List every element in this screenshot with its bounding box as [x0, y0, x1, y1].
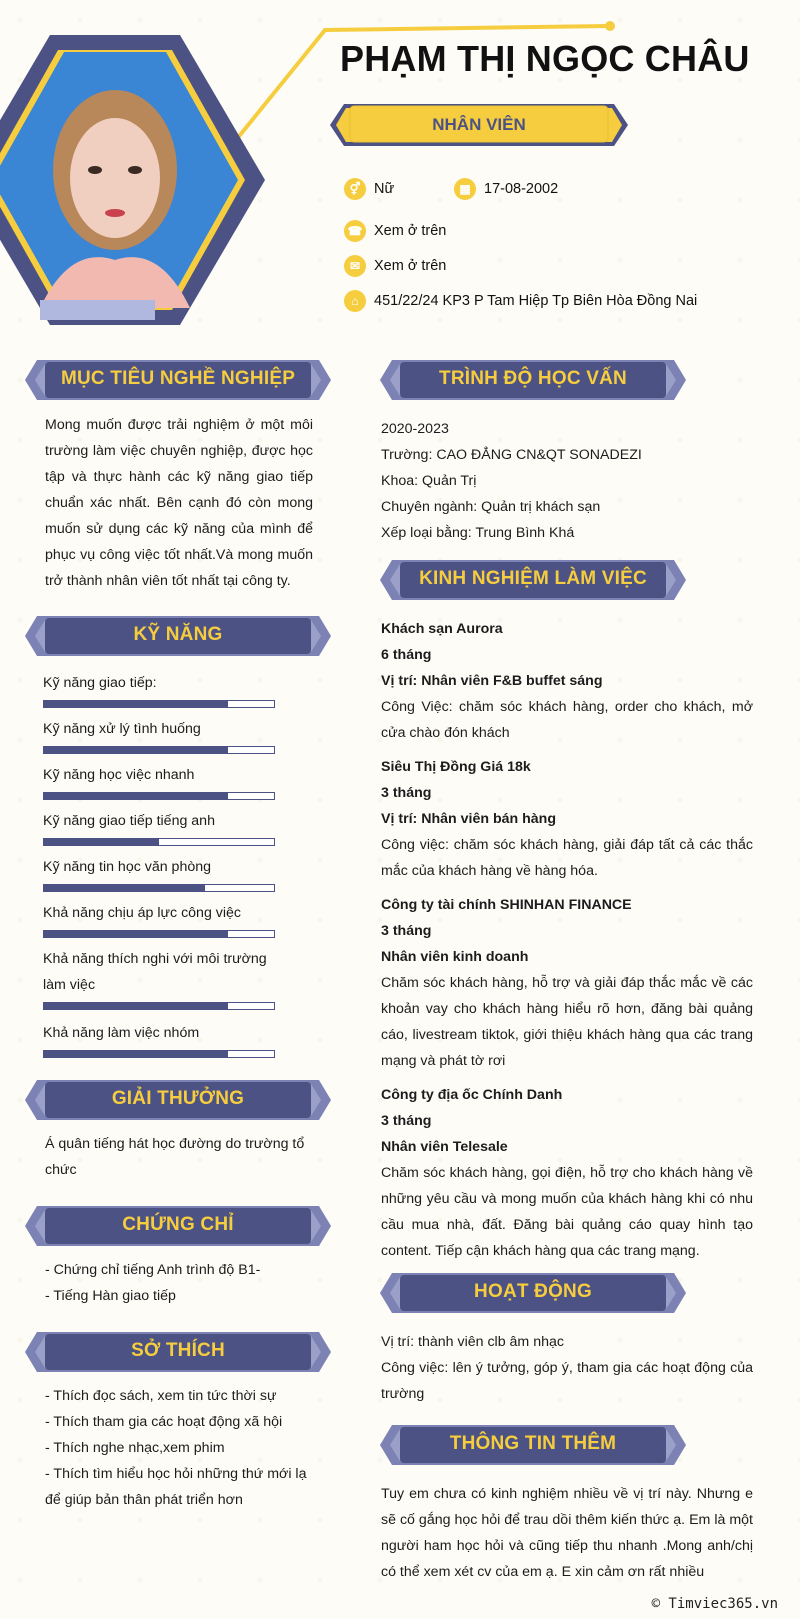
section-banner-certificates [25, 1204, 331, 1248]
experience-company: Siêu Thị Đồng Giá 18k [381, 759, 531, 775]
experience-duration: 6 tháng [381, 647, 432, 663]
dob-row [454, 178, 558, 200]
experience-item [381, 754, 753, 884]
education-rank: Xếp loại bằng: Trung Bình Khá [381, 525, 575, 541]
activity-work: Công việc: lên ý tưởng, góp ý, tham gia các hoạt động của trường [381, 1360, 753, 1402]
experience-item [381, 892, 753, 1074]
objective-text: Mong muốn được trải nghiệm ở một môi trường làm việc chuyên nghiệp, được học tập và thực hành các kỹ năng giao tiếp chuẩn xác nhất. Bên cạnh đó còn mong muốn sử dụng các kỹ năng của mình để phục vụ công việc tốt nhất.Và mong muốn trở thành nhân viên tốt nhất tại công ty. [45, 417, 313, 589]
skill-bar-fill [44, 747, 228, 753]
gender-icon: ⚥ [344, 178, 366, 200]
skill-label: Khả năng chịu áp lực công việc [43, 905, 242, 921]
email-icon: ✉ [344, 255, 366, 277]
hobby-item: - Thích nghe nhạc,xem phim [45, 1440, 225, 1456]
skill-bar [43, 1050, 275, 1058]
footer-watermark: © Timviec365.vn [651, 1596, 778, 1612]
skill-bar [43, 930, 275, 938]
hobby-item: - Thích tìm hiểu học hỏi những thứ mới lạ để giúp bản thân phát triển hơn [45, 1466, 307, 1508]
section-banner-skills [25, 614, 331, 658]
section-banner-awards [25, 1078, 331, 1122]
email-value: Xem ở trên [374, 258, 447, 274]
hobby-item: - Thích tham gia các hoạt động xã hội [45, 1414, 283, 1430]
skill-label: Khả năng thích nghi với môi trường làm việc [43, 951, 267, 993]
skill-bar-fill [44, 701, 228, 707]
awards-text: Á quân tiếng hát học đường do trường tổ chức [45, 1136, 305, 1178]
role-title: NHÂN VIÊN [432, 115, 526, 134]
certificate-item: - Tiếng Hàn giao tiếp [45, 1288, 176, 1304]
gender-value: Nữ [374, 181, 395, 197]
education-details [381, 416, 753, 546]
extra-title: THÔNG TIN THÊM [449, 1433, 617, 1454]
hobby-item: - Thích đọc sách, xem tin tức thời sự [45, 1388, 277, 1404]
calendar-icon: ▦ [454, 178, 476, 200]
certificates-list [45, 1257, 313, 1309]
skill-bar-fill [44, 839, 159, 845]
experience-item [381, 1082, 753, 1264]
education-faculty: Khoa: Quản Trị [381, 473, 477, 489]
skills-title: KỸ NĂNG [133, 624, 223, 645]
experience-company: Công ty tài chính SHINHAN FINANCE [381, 897, 632, 913]
skill-bar-fill [44, 1003, 228, 1009]
experience-position: Vị trí: Nhân viên bán hàng [381, 811, 556, 827]
skill-label: Kỹ năng xử lý tình huống [43, 721, 201, 737]
experience-position: Vị trí: Nhân viên F&B buffet sáng [381, 673, 603, 689]
phone-icon: ☎ [344, 220, 366, 242]
experience-title: KINH NGHIỆM LÀM VIỆC [419, 568, 647, 589]
skill-bar [43, 838, 275, 846]
phone-value: Xem ở trên [374, 223, 447, 239]
experience-list [381, 616, 753, 1264]
role-banner [330, 98, 628, 152]
home-icon: ⌂ [344, 290, 366, 312]
objective-title: MỤC TIÊU NGHỀ NGHIỆP [60, 368, 296, 389]
experience-company: Công ty địa ốc Chính Danh [381, 1087, 563, 1103]
address-value: 451/22/24 KP3 P Tam Hiệp Tp Biên Hòa Đồng Nai [374, 293, 698, 309]
education-major: Chuyên ngành: Quản trị khách sạn [381, 499, 601, 515]
section-banner-hobbies [25, 1330, 331, 1374]
phone-row [344, 220, 446, 242]
section-banner-extra [380, 1423, 686, 1467]
section-banner-activities [380, 1271, 686, 1315]
skill-bar-fill [44, 885, 205, 891]
hobbies-title: SỞ THÍCH [131, 1340, 225, 1361]
experience-desc: Công việc: chăm sóc khách hàng, giải đáp tất cả các thắc mắc của khách hàng về hàng hóa. [381, 837, 753, 879]
activities-title: HOẠT ĐỘNG [474, 1281, 592, 1302]
candidate-name: PHẠM THỊ NGỌC CHÂU [340, 38, 750, 79]
skill-bar [43, 1002, 275, 1010]
experience-desc: Chăm sóc khách hàng, hỗ trợ và giải đáp thắc mắc về các khoản vay cho khách hàng hiểu rõ hơn, đăng bài quảng cáo, livestream tiktok, giới thiệu khách hàng qua các trang mạng và phát tờ rơi [381, 975, 753, 1069]
section-banner-education [380, 358, 686, 402]
experience-duration: 3 tháng [381, 923, 432, 939]
activities-details [381, 1329, 753, 1407]
education-title: TRÌNH ĐỘ HỌC VẤN [439, 368, 627, 389]
experience-position: Nhân viên Telesale [381, 1139, 508, 1155]
hobbies-list [45, 1383, 313, 1513]
skill-bar [43, 700, 275, 708]
education-years: 2020-2023 [381, 421, 449, 437]
certificate-item: - Chứng chỉ tiếng Anh trình độ B1- [45, 1262, 261, 1278]
experience-company: Khách sạn Aurora [381, 621, 503, 637]
skill-bar [43, 746, 275, 754]
awards-title: GIẢI THƯỞNG [111, 1088, 245, 1109]
section-banner-experience [380, 558, 686, 602]
certificates-title: CHỨNG CHỈ [122, 1214, 234, 1235]
skill-bar [43, 792, 275, 800]
skill-label: Kỹ năng giao tiếp: [43, 675, 157, 691]
skill-label: Khả năng làm việc nhóm [43, 1025, 200, 1041]
skill-label: Kỹ năng giao tiếp tiếng anh [43, 813, 215, 829]
experience-duration: 3 tháng [381, 1113, 432, 1129]
education-school: Trường: CAO ĐẲNG CN&QT SONADEZI [381, 447, 642, 463]
dob-value: 17-08-2002 [484, 181, 559, 197]
skill-bar [43, 884, 275, 892]
activity-position: Vị trí: thành viên clb âm nhạc [381, 1334, 564, 1350]
experience-item [381, 616, 753, 746]
gender-row [344, 178, 394, 200]
extra-text: Tuy em chưa có kinh nghiệm nhiều về vị trí này. Nhưng e sẽ cố gắng học hỏi để trau dồi thêm kiến thức ạ. Em là một người ham học hỏi và cũng tiếp thu nhanh .Mong anh/chị có thể xem xét cv của em ạ. E xin cảm ơn rất nhiều [381, 1486, 753, 1580]
address-row [344, 290, 697, 312]
experience-desc: Công Việc: chăm sóc khách hàng, order cho khách, mở cửa chào đón khách [381, 699, 753, 741]
email-row [344, 255, 446, 277]
skill-label: Kỹ năng học việc nhanh [43, 767, 195, 783]
skill-label: Kỹ năng tin học văn phòng [43, 859, 212, 875]
section-banner-objective [25, 358, 331, 402]
experience-position: Nhân viên kinh doanh [381, 949, 529, 965]
experience-desc: Chăm sóc khách hàng, gọi điện, hỗ trợ cho khách hàng về những yêu cầu và mong muốn của khách hàng khi có nhu cầu mua nhà, đất. Đăng bài quảng cáo quay hình tạo content. Tiếp cận khách hàng qua các trang mạng. [381, 1165, 753, 1259]
skill-bar-fill [44, 931, 228, 937]
skill-bar-fill [44, 793, 228, 799]
experience-duration: 3 tháng [381, 785, 432, 801]
skill-bar-fill [44, 1051, 228, 1057]
profile-photo-frame [0, 30, 270, 330]
